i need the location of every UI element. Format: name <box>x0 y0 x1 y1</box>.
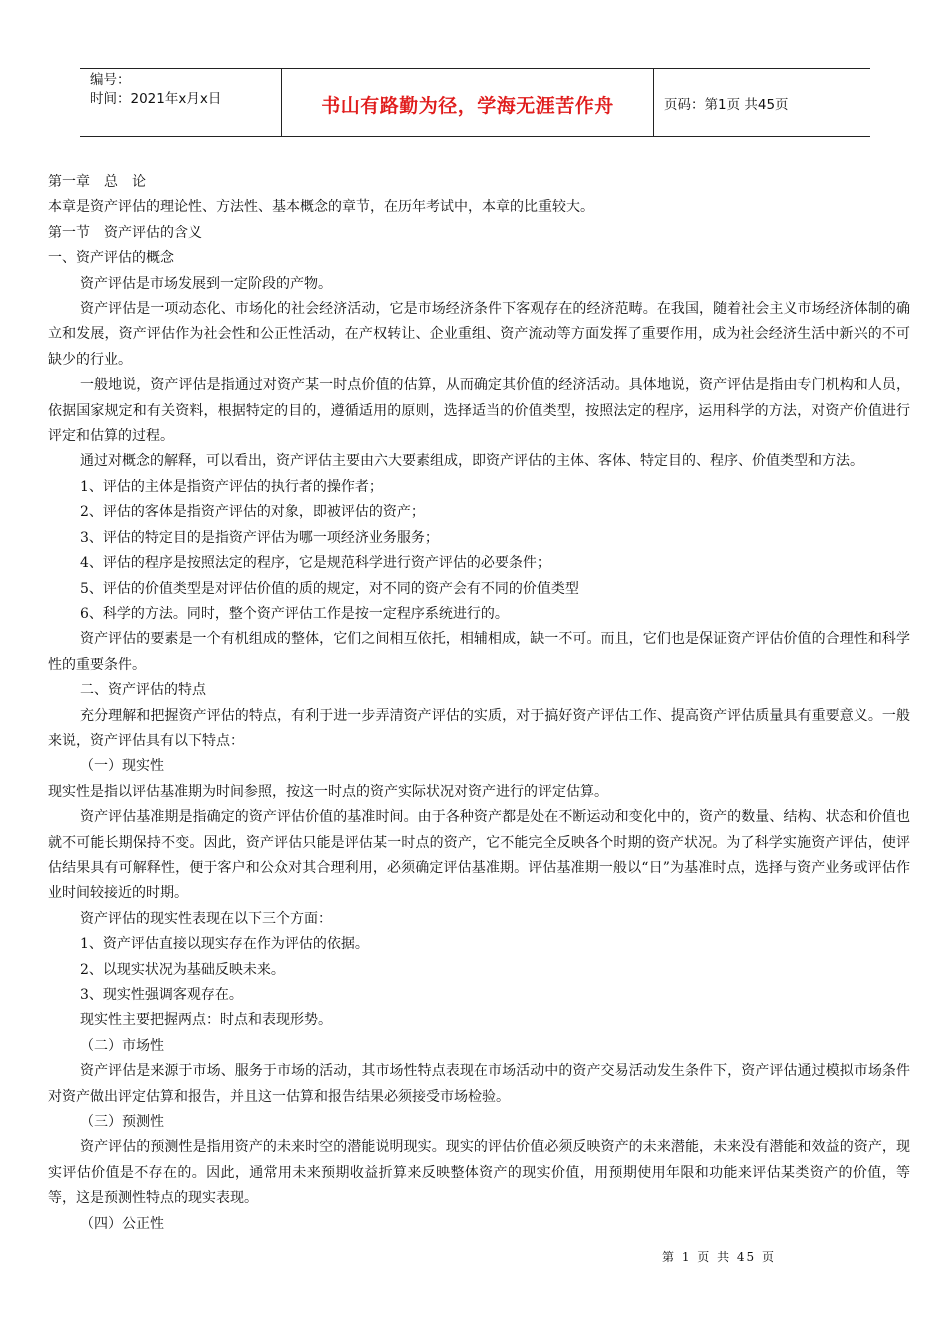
paragraph: （一）现实性 <box>80 758 164 775</box>
paragraph: 4、评估的程序是按照法定的程序，它是规范科学进行资产评估的必要条件； <box>80 555 551 572</box>
paragraph: 一般地说，资产评估是指通过对资产某一时点价值的估算，从而确定其价值的经济活动。具体地说，资产评估是指由专门机构和人员，依据国家规定和有关资料，根据特定的目的，遵循适用的原则，选择适当的价值类型，按照法定的程序，运用科学的方法，对资产价值进行评定和估算的过程。 <box>48 377 910 445</box>
paragraph: 5、评估的价值类型是对评估价值的质的规定，对不同的资产会有不同的价值类型 <box>80 580 579 597</box>
header-motto: 书山有路勤为径，学海无涯苦作舟 <box>282 69 654 136</box>
paragraph: 2、以现实状况为基础反映未来。 <box>80 961 285 978</box>
paragraph: 资产评估是一项动态化、市场化的社会经济活动，它是市场经济条件下客观存在的经济范畴。在我国，随着社会主义市场经济体制的确立和发展，资产评估作为社会性和公正性活动，在产权转让、企业重组、资产流动等方面发挥了重要作用，成为社会经济生活中新兴的不可缺少的行业。 <box>48 301 910 368</box>
paragraph: 本章是资产评估的理论性、方法性、基本概念的章节，在历年考试中，本章的比重较大。 <box>48 199 594 216</box>
paragraph: 一、资产评估的概念 <box>48 250 174 267</box>
paragraph: 现实性主要把握两点：时点和表现形势。 <box>80 1012 332 1029</box>
paragraph: 第一节 资产评估的含义 <box>48 224 202 241</box>
paragraph: 资产评估的现实性表现在以下三个方面： <box>80 910 332 927</box>
header-meta <box>80 69 282 136</box>
paragraph: 资产评估的要素是一个有机组成的整体，它们之间相互依托，相辅相成，缺一不可。而且，它们也是保证资产评估价值的合理性和科学性的重要条件。 <box>48 631 910 673</box>
document-date: 时间：2021年x月x日 <box>90 91 222 107</box>
paragraph: 资产评估的预测性是指用资产的未来时空的潜能说明现实。现实的评估价值必须反映资产的未来潜能，未来没有潜能和效益的资产，现实评估价值是不存在的。因此，通常用未来预期收益折算来反映整体资产的现实价值，用预期使用年限和功能来评估某类资产的价值，等等，这是预测性特点的现实表现。 <box>48 1139 910 1207</box>
document-number-label: 编号： <box>90 72 131 88</box>
header-page-number: 页码：第1页 共45页 <box>664 96 789 113</box>
paragraph: （四）公正性 <box>80 1215 164 1232</box>
paragraph: 现实性是指以评估基准期为时间参照，按这一时点的资产实际状况对资产进行的评定估算。 <box>48 783 608 800</box>
paragraph: 1、评估的主体是指资产评估的执行者的操作者； <box>80 478 383 495</box>
paragraph: 充分理解和把握资产评估的特点，有利于进一步弄清资产评估的实质，对于搞好资产评估工作、提高资产评估质量具有重要意义。一般来说，资产评估具有以下特点： <box>48 707 910 749</box>
paragraph: 资产评估基准期是指确定的资产评估价值的基准时间。由于各种资产都是处在不断运动和变化中的，资产的数量、结构、状态和价值也就不可能长期保持不变。因此，资产评估只能是评估某一时点的资产，它不能完全反映各个时期的资产状况。为了科学实施资产评估，使评估结果具有可解释性，便于客户和公众对其合理利用，必须确定评估基准期。评估基准期一般以“日”为基准时点，选择与资产业务或评估作业时间较接近的时期。 <box>48 809 910 902</box>
paragraph: 3、现实性强调客观存在。 <box>80 987 243 1003</box>
paragraph: （二）市场性 <box>80 1037 164 1054</box>
page-footer: 第 1 页 共 45 页 <box>662 1250 776 1264</box>
paragraph: 第一章 总 论 <box>48 174 146 190</box>
paragraph: 1、资产评估直接以现实存在作为评估的依据。 <box>80 936 369 953</box>
document-body <box>48 170 910 1237</box>
paragraph: 资产评估是来源于市场、服务于市场的活动，其市场性特点表现在市场活动中的资产交易活动发生条件下，资产评估通过模拟市场条件对资产做出评定估算和报告，并且这一估算和报告结果必须接受市场检验。 <box>48 1063 910 1105</box>
paragraph: 资产评估是市场发展到一定阶段的产物。 <box>80 275 332 292</box>
paragraph: 6、科学的方法。同时，整个资产评估工作是按一定程序系统进行的。 <box>80 605 509 622</box>
paragraph: 3、评估的特定目的是指资产评估为哪一项经济业务服务； <box>80 529 439 546</box>
paragraph: （三）预测性 <box>80 1114 164 1131</box>
paragraph: 二、资产评估的特点 <box>80 682 206 699</box>
paragraph: 通过对概念的解释，可以看出，资产评估主要由六大要素组成，即资产评估的主体、客体、特定目的、程序、价值类型和方法。 <box>80 453 864 470</box>
page-header <box>80 68 870 137</box>
paragraph: 2、评估的客体是指资产评估的对象，即被评估的资产； <box>80 504 425 521</box>
